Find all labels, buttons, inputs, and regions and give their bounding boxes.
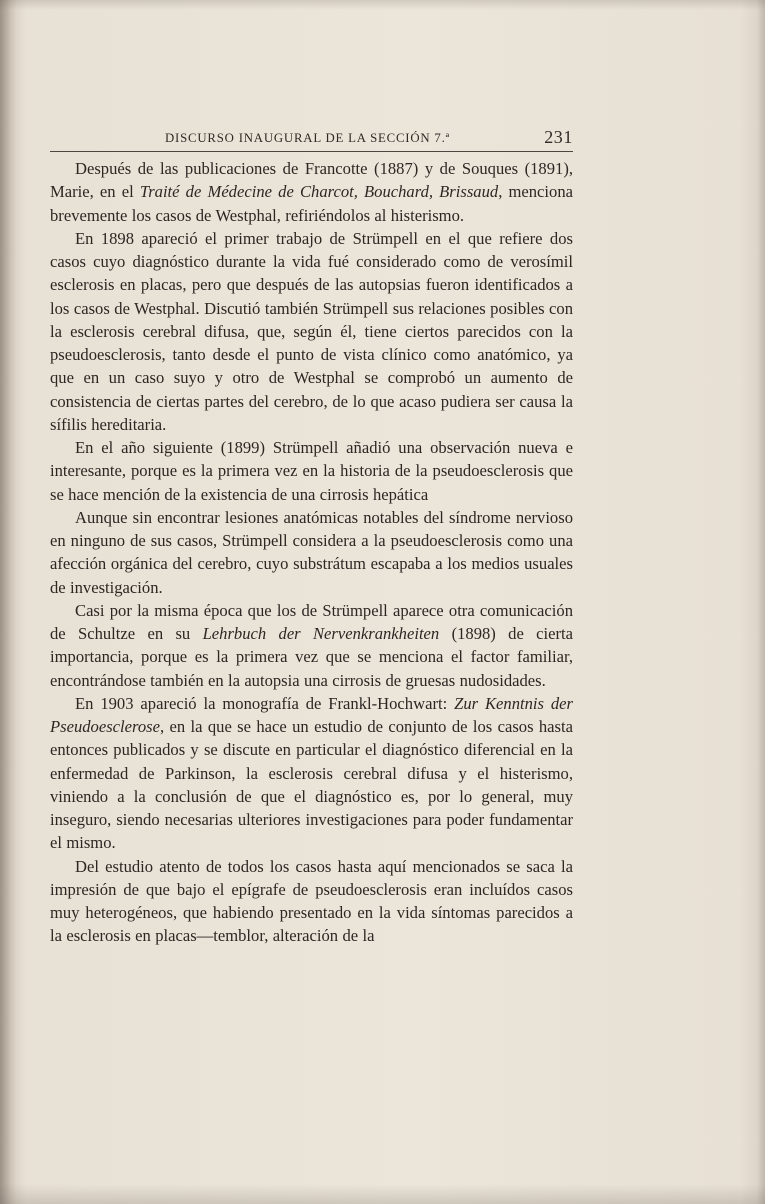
- paragraph-4-text: Aunque sin encontrar lesiones anatómicas notables del síndrome nervioso en ninguno de sus casos, Strümpell considera a la pseudoesclerosis como una afección orgánica del cerebro, cuyo substrátum escapaba a los medios usuales de investigación.: [50, 507, 573, 597]
- paragraph-6: [50, 692, 573, 855]
- spine-shadow: [0, 0, 16, 1204]
- paragraph-4: [50, 506, 573, 599]
- paragraph-2: [50, 227, 573, 436]
- paragraph-5-italic-title: Lehrbuch der Nervenkrankheiten: [202, 624, 440, 643]
- page-bottom-edge: [0, 1184, 765, 1204]
- paragraph-1-italic-title: Traité de Médecine de Charcot, Bouchard, Brissaud: [139, 182, 499, 202]
- page-top-edge: [0, 0, 765, 10]
- running-head: [50, 123, 573, 147]
- paragraph-5-text: Casi por la misma época que los de Strümpell aparece otra comunicación de Schultze en su: [50, 600, 573, 643]
- paragraph-7: [50, 855, 573, 948]
- page-number: 231: [544, 127, 573, 147]
- paragraph-6-text-cont: , en la que se hace un estudio de conjunto de los casos hasta entonces publicados y se discute en particular el diagnóstico diferencial en la enfermedad de Parkinson, la esclerosis cerebral difusa y el histerismo, viniendo a la conclusión de que el diagnóstico es, por lo general, muy inseguro, siendo necesarias ulteriores investigaciones para poder fundamentar el mismo.: [50, 717, 573, 853]
- paragraph-5-text-cont: (1898) de cierta importancia, porque es la primera vez que se menciona el factor familiar, encontrándose también en la autopsia una cirrosis de gruesas nudosidades.: [50, 624, 573, 690]
- paragraph-1-text: Después de las publicaciones de Francotte (1887) y de Souques (1891), Marie, en el: [50, 159, 573, 202]
- header-rule: [50, 151, 573, 152]
- paragraph-1: [50, 157, 573, 227]
- paragraph-6-text: En 1903 apareció la monografía de Frankl-Hochwart:: [75, 693, 455, 713]
- paragraph-3: [50, 436, 573, 506]
- paragraph-2-text: En 1898 apareció el primer trabajo de Strümpell en el que refiere dos casos cuyo diagnóstico durante la vida fué considerado como de verosímil esclerosis en placas, pero que después de las autopsias fueron identificados a los casos de Westphal. Discutió también Strümpell sus relaciones posibles con la esclerosis cerebral difusa, que, según él, tiene ciertos parecidos con la pseudoesclerosis, tanto desde el punto de vista clínico como anatómico, ya que en un caso suyo y otro de Westphal se comprobó un aumento de consistencia de ciertas partes del cerebro, de lo que acaso pudiera ser causa la sífilis hereditaria.: [50, 228, 573, 434]
- paragraph-6-italic-title: Zur Kenntnis der Pseudoesclerose: [50, 693, 573, 736]
- page-right-edge: [757, 0, 765, 1204]
- body-text: [50, 157, 573, 948]
- running-head-title: DISCURSO INAUGURAL DE LA SECCIÓN 7.ª: [165, 131, 450, 145]
- paragraph-7-text: Del estudio atento de todos los casos hasta aquí mencionados se saca la impresión de que bajo el epígrafe de pseudoesclerosis eran incluídos casos muy heterogéneos, que habiendo presentado en la vida síntomas parecidos a la esclerosis en placas—temblor, alteración de la: [50, 856, 573, 946]
- paragraph-5: [50, 599, 573, 692]
- paragraph-1-text-cont: , menciona brevemente los casos de Westphal, refiriéndolos al histerismo.: [50, 182, 573, 225]
- paragraph-3-text: En el año siguiente (1899) Strümpell añadió una observación nueva e interesante, porque es la primera vez en la historia de la pseudoesclerosis que se hace mención de la existencia de una cirrosis hepática: [50, 438, 573, 504]
